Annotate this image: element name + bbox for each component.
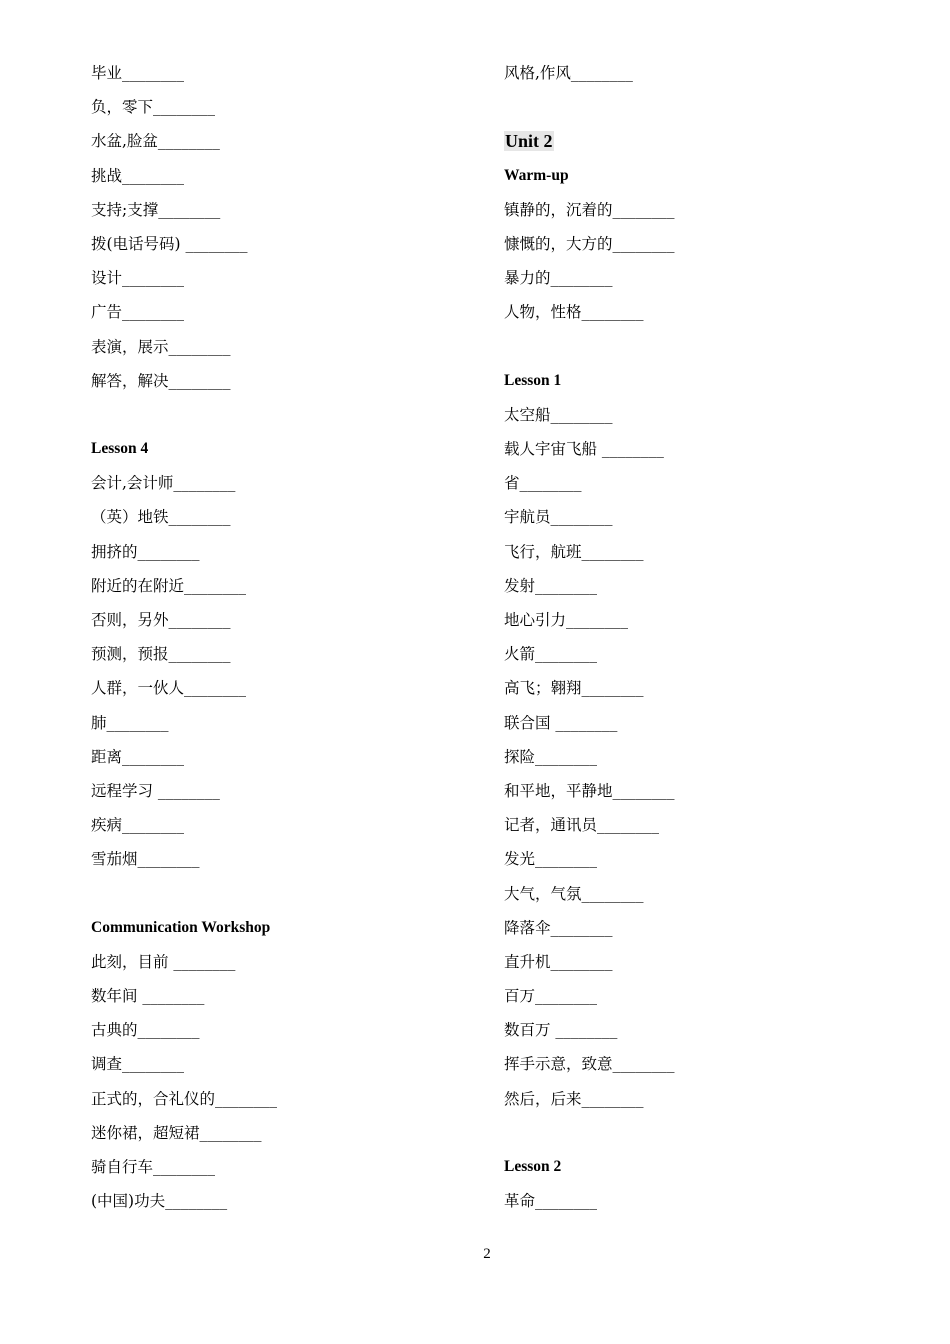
vocab-item: 高飞；翱翔________	[504, 679, 644, 698]
vocab-item: 宇航员________	[504, 508, 613, 527]
vocab-item: 记者，通讯员________	[504, 816, 660, 835]
vocab-item: 大气，气氛________	[504, 884, 644, 903]
blank-line	[504, 330, 884, 364]
blank-line	[91, 398, 471, 432]
vocab-item: 联合国 ________	[504, 713, 618, 732]
vocab-item: 风格,作风________	[504, 64, 633, 82]
vocab-item: （英）地铁________	[91, 508, 231, 527]
vocab-item: 镇静的，沉着的________	[504, 200, 675, 219]
vocab-item: 古典的________	[91, 1021, 200, 1040]
blank-line	[504, 90, 884, 124]
vocab-item: 肺________	[91, 713, 169, 732]
vocab-item: 火箭________	[504, 645, 598, 664]
vocab-item: 距离________	[91, 747, 185, 766]
vocab-item: 太空船________	[504, 405, 613, 424]
section-heading: Warm-up	[504, 166, 569, 184]
vocab-item: 挥手示意，致意________	[504, 1055, 675, 1074]
vocab-item: 表演，展示________	[91, 337, 231, 356]
vocab-item: 地心引力________	[504, 611, 629, 629]
vocab-item: 人群，一伙人________	[91, 679, 247, 698]
blank-line	[91, 877, 471, 911]
vocab-item: 附近的在附近________	[91, 576, 247, 595]
vocab-item: 探险________	[504, 747, 598, 766]
vocab-item: 直升机________	[504, 952, 613, 971]
vocab-item: 疾病________	[91, 816, 185, 835]
vocab-item: 毕业________	[91, 64, 185, 82]
section-heading: Lesson 4	[91, 440, 149, 458]
vocab-item: 发射________	[504, 576, 598, 595]
vocab-item: 迷你裙，超短裙________	[91, 1123, 262, 1142]
vocab-item: 远程学习 ________	[91, 781, 220, 800]
vocab-item: 暴力的________	[504, 269, 613, 288]
vocab-item: 设计________	[91, 269, 185, 288]
vocab-item: 雪茄烟________	[91, 850, 200, 869]
vocab-item: 和平地，平静地________	[504, 781, 675, 800]
vocab-item: 预测，预报________	[91, 645, 231, 664]
vocab-item: 解答，解决________	[91, 371, 231, 390]
vocab-item: 否则，另外________	[91, 611, 231, 629]
page-number: 2	[483, 1246, 491, 1262]
vocab-item: 会计,会计师________	[91, 474, 236, 493]
section-heading: Communication Workshop	[91, 918, 271, 936]
vocab-item: 支持;支撑________	[91, 200, 221, 219]
vocab-item: 革命________	[504, 1192, 598, 1211]
blank-line	[504, 1116, 884, 1150]
vocab-item: 数年间 ________	[91, 987, 205, 1006]
vocab-item: 挑战________	[91, 166, 185, 185]
vocab-item: 数百万 ________	[504, 1021, 618, 1040]
vocab-item: 发光________	[504, 850, 598, 869]
vocab-item: 飞行，航班________	[504, 542, 644, 561]
right-column	[504, 56, 884, 1218]
vocab-item: 水盆,脸盆________	[91, 132, 220, 151]
vocab-item: 慷慨的，大方的________	[504, 234, 675, 253]
vocab-item: 调查________	[91, 1055, 185, 1074]
vocab-item: (中国)功夫________	[91, 1192, 228, 1211]
vocab-item: 正式的，合礼仪的________	[91, 1089, 278, 1108]
vocab-item: 广告________	[91, 303, 185, 322]
vocab-item: 拨(电话号码) ________	[91, 234, 248, 253]
vocab-item: 载人宇宙飞船 ________	[504, 440, 664, 459]
vocab-item: 骑自行车________	[91, 1158, 216, 1176]
vocab-item: 然后，后来________	[504, 1089, 644, 1108]
vocab-item: 百万________	[504, 987, 598, 1006]
vocab-item: 拥挤的________	[91, 542, 200, 561]
section-heading: Lesson 2	[504, 1158, 562, 1175]
vocab-item: 人物，性格________	[504, 303, 644, 322]
unit-title-text: Unit 2	[505, 131, 553, 152]
vocab-item: 负，零下________	[91, 98, 216, 117]
section-heading: Lesson 1	[504, 371, 562, 389]
left-column	[91, 56, 471, 1218]
vocab-item: 降落伞________	[504, 918, 613, 937]
unit-title	[504, 124, 884, 158]
vocab-item: 省________	[504, 474, 582, 493]
vocab-item: 此刻，目前 ________	[91, 952, 236, 971]
